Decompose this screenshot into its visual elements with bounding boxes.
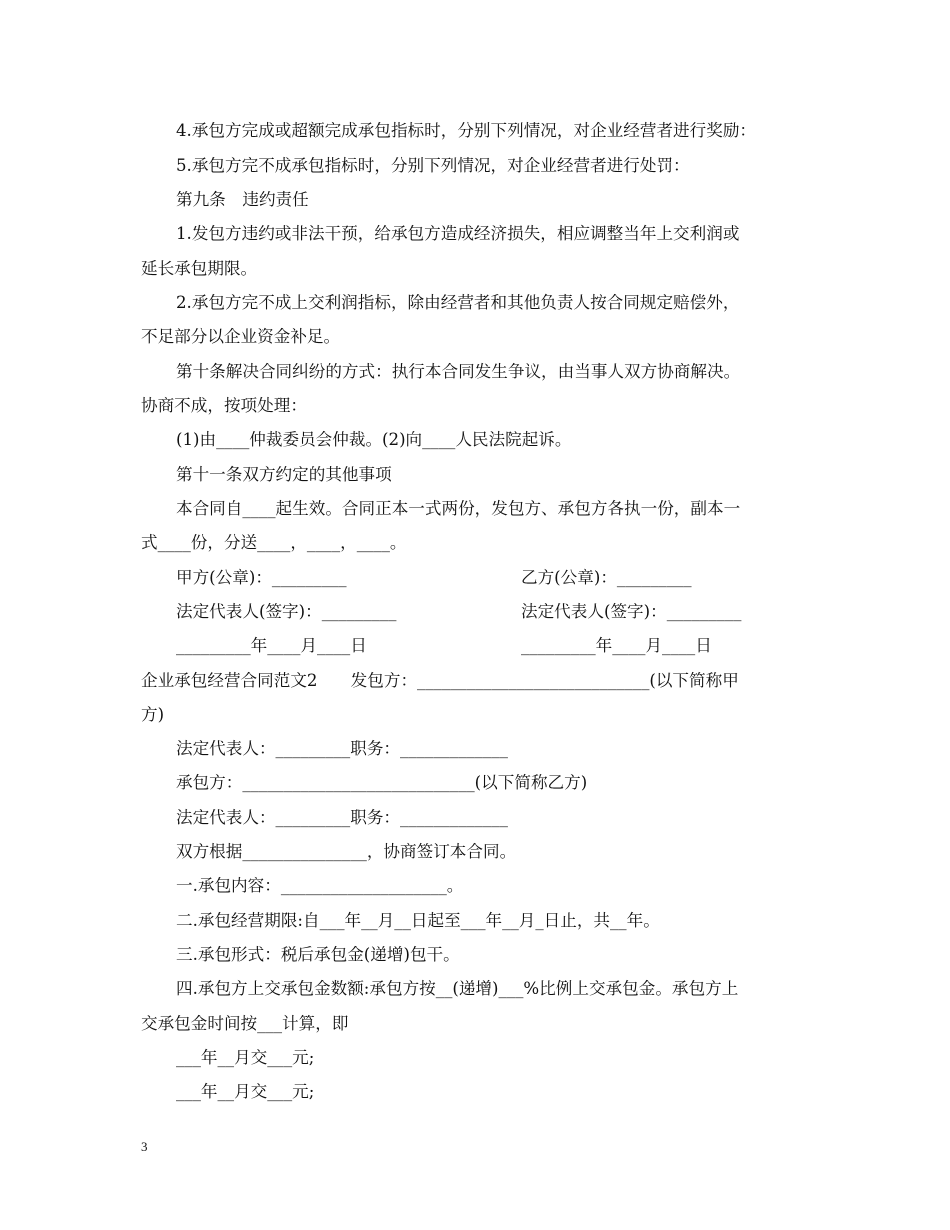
article-9-item-2-cont: 不足部分以企业资金补足。 (141, 327, 341, 346)
page-number: 3 (141, 1139, 148, 1154)
party-b-legal-rep: 法定代表人：_________职务：_____________ (176, 808, 508, 827)
dispute-options: (1)由____仲裁委员会仲裁。(2)向____人民法院起诉。 (176, 430, 572, 449)
clause-4-reward: 4.承包方完成或超额完成承包指标时，分别下列情况，对企业经营者进行奖励： (176, 121, 757, 140)
party-a-date: _________年____月____日 (176, 636, 367, 655)
section-2-term: 二.承包经营期限:自___年__月__日起至___年__月_日止，共__年。 (176, 911, 660, 930)
clause-5-penalty: 5.承包方完不成承包指标时，分别下列情况，对企业经营者进行处罚： (176, 156, 690, 175)
payment-line-2: ___年__月交___元; (176, 1082, 315, 1101)
effective-clause-cont: 式____份，分送____，____，____。 (141, 533, 407, 552)
effective-clause: 本合同自____起生效。合同正本一式两份，发包方、承包方各执一份，副本一 (176, 499, 741, 518)
party-a-seal: 甲方(公章)：_________ (176, 568, 347, 587)
section-4-amount: 四.承包方上交承包金数额:承包方按__(递增)___%比例上交承包金。承包方上 (176, 979, 739, 998)
party-b-representative: 法定代表人(签字)：_________ (521, 602, 742, 621)
basis-line: 双方根据_______________，协商签订本合同。 (176, 842, 517, 861)
article-9-item-2: 2.承包方完不成上交利润指标，除由经营者和其他负责人按合同规定赔偿外， (176, 293, 740, 312)
party-b-seal: 乙方(公章)：_________ (521, 568, 692, 587)
sample-2-title-cont: 方) (141, 705, 165, 724)
article-10-text-cont: 协商不成，按项处理： (141, 396, 307, 415)
article-10-text: 第十条解决合同纠纷的方式：执行本合同发生争议，由当事人双方协商解决。 (176, 362, 741, 381)
article-9-item-1-cont: 延长承包期限。 (141, 259, 258, 278)
section-3-form: 三.承包形式：税后承包金(递增)包干。 (176, 945, 460, 964)
party-b-date: _________年____月____日 (521, 636, 712, 655)
article-9-heading: 第九条 违约责任 (176, 190, 309, 209)
article-9-item-1: 1.发包方违约或非法干预，给承包方造成经济损失，相应调整当年上交利润或 (176, 224, 740, 243)
section-4-amount-cont: 交承包金时间按___计算，即 (141, 1014, 349, 1033)
payment-line-1: ___年__月交___元; (176, 1048, 315, 1067)
party-a-representative: 法定代表人(签字)：_________ (176, 602, 397, 621)
article-11-heading: 第十一条双方约定的其他事项 (176, 465, 392, 484)
sample-2-title: 企业承包经营合同范文2 发包方：____________________________(以下简称甲 (141, 671, 739, 690)
contractor-line: 承包方：____________________________(以下简称乙方) (176, 773, 588, 792)
party-a-legal-rep: 法定代表人：_________职务：_____________ (176, 739, 508, 758)
section-1-content: 一.承包内容：____________________。 (176, 876, 464, 895)
